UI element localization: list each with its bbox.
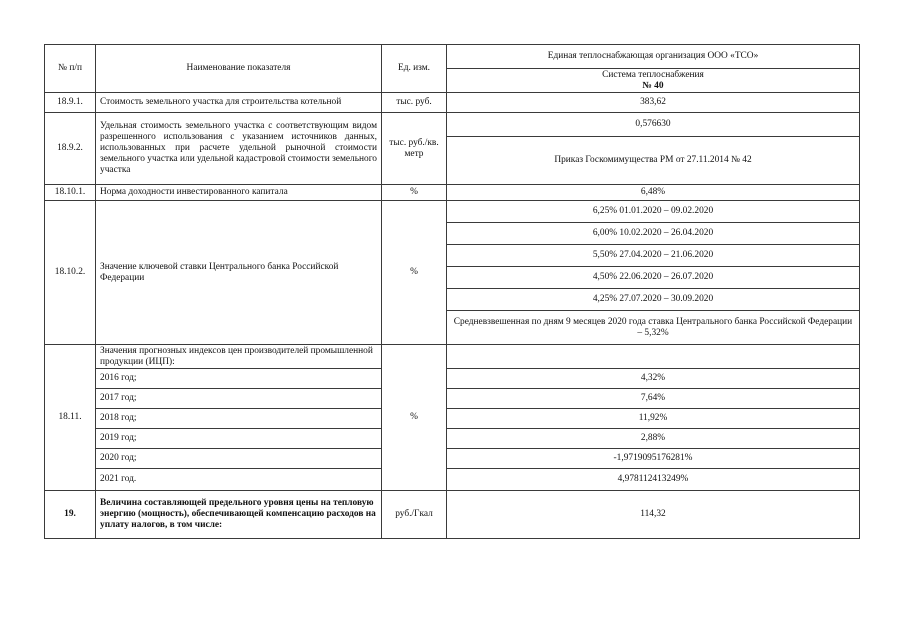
year-label: 2017 год; [96,389,382,409]
row-unit: руб./Гкал [382,491,447,539]
row-name: Величина составляющей предельного уровня цены на тепловую энергию (мощность), обеспечивающей компенсацию расходов на уплату налогов, в том числе: [96,491,382,539]
table-row [45,469,860,491]
row-number: 18.10.1. [45,185,96,201]
table-row [45,113,860,137]
row-unit: % [382,345,447,491]
row-value-empty [447,345,860,369]
year-value: 7,64% [447,389,860,409]
year-label: 2021 год. [96,469,382,491]
header-system-number: № 40 [642,80,664,91]
row-name: Стоимость земельного участка для строительства котельной [96,93,382,113]
row-unit: % [382,185,447,201]
key-rate-period: 4,50% 22.06.2020 – 26.07.2020 [447,267,860,289]
key-rate-period: 5,50% 27.04.2020 – 21.06.2020 [447,245,860,267]
header-name: Наименование показателя [96,45,382,93]
row-name: Значения прогнозных индексов цен производителей промышленной продукции (ИЦП): [96,345,382,369]
key-rate-period: 6,00% 10.02.2020 – 26.04.2020 [447,223,860,245]
year-value: 2,88% [447,429,860,449]
header-row [45,45,860,69]
row-name: Удельная стоимость земельного участка с соответствующим видом разрешенного использования с указанием источников данных, использованных при расчете удельной рыночной стоимости земельного участка или удельной кадастровой стоимости земельного участка [96,113,382,185]
header-system [447,69,860,93]
year-label: 2018 год; [96,409,382,429]
row-number: 18.11. [45,345,96,491]
table-row [45,429,860,449]
header-unit: Ед. изм. [382,45,447,93]
table-row [45,369,860,389]
table-row [45,449,860,469]
row-value: 114,32 [447,491,860,539]
table-row [45,201,860,223]
key-rate-period: 4,25% 27.07.2020 – 30.09.2020 [447,289,860,311]
table-row [45,491,860,539]
row-number: 18.9.1. [45,93,96,113]
header-num: № п/п [45,45,96,93]
table-row [45,93,860,113]
row-unit: тыс. руб./кв. метр [382,113,447,185]
row-name: Норма доходности инвестированного капитала [96,185,382,201]
row-number: 19. [45,491,96,539]
row-value: 6,48% [447,185,860,201]
year-value: -1,9719095176281% [447,449,860,469]
row-value: 0,576630 [447,113,860,137]
row-number: 18.9.2. [45,113,96,185]
key-rate-period: 6,25% 01.01.2020 – 09.02.2020 [447,201,860,223]
year-label: 2019 год; [96,429,382,449]
key-rate-weighted: Средневзвешенная по дням 9 месяцев 2020 года ставка Центрального банка Российской Федерации – 5,32% [447,311,860,345]
year-value: 11,92% [447,409,860,429]
header-system-title: Система теплоснабжения [602,69,704,80]
row-name: Значение ключевой ставки Центрального банка Российской Федерации [96,201,382,345]
row-unit: тыс. руб. [382,93,447,113]
indicators-table [44,44,860,539]
year-label: 2016 год; [96,369,382,389]
header-org: Единая теплоснабжающая организация ООО «ТСО» [447,45,860,69]
table-row [45,389,860,409]
row-value: 383,62 [447,93,860,113]
table-row [45,409,860,429]
table-row [45,345,860,369]
table-row [45,185,860,201]
year-value: 4,32% [447,369,860,389]
row-number: 18.10.2. [45,201,96,345]
year-label: 2020 год; [96,449,382,469]
row-unit: % [382,201,447,345]
year-value: 4,978112413249% [447,469,860,491]
row-source: Приказ Госкомимущества РМ от 27.11.2014 № 42 [447,137,860,185]
